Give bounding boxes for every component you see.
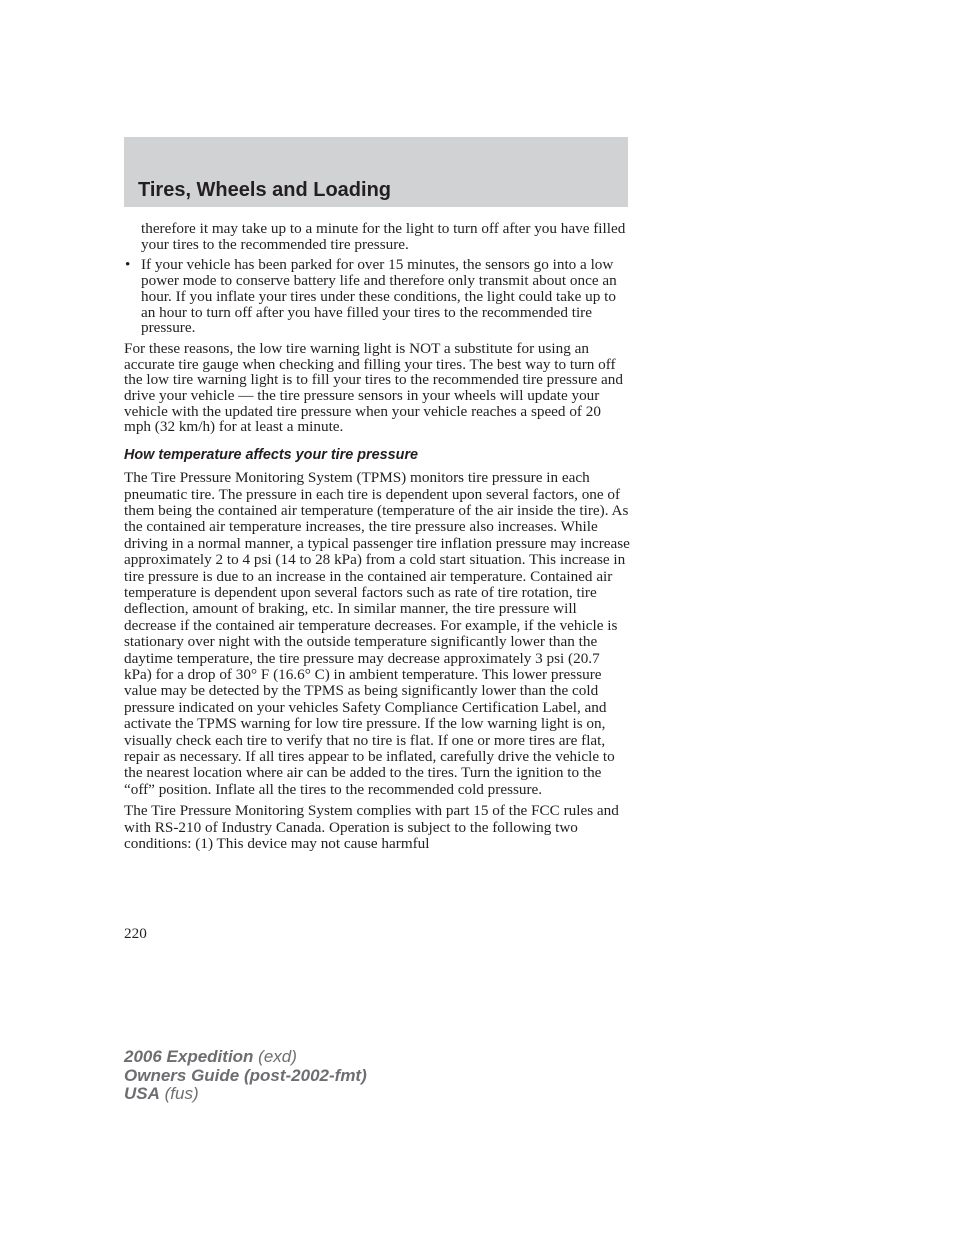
footer-line-1 (124, 1048, 367, 1067)
footer-guide: Owners Guide (post-2002-fmt) (124, 1065, 367, 1085)
footer-market: USA (124, 1084, 160, 1103)
document-footer (124, 1048, 367, 1104)
continued-bullet-text: therefore it may take up to a minute for the light to turn off after you have filled your tires to the recommended tire pressure. (141, 220, 626, 253)
page-number: 220 (124, 925, 147, 942)
footer-model: 2006 Expedition (124, 1047, 254, 1066)
section-title: Tires, Wheels and Loading (138, 179, 392, 201)
subheading: How temperature affects your tire pressure (124, 447, 419, 464)
page-content (124, 221, 630, 857)
paragraph-temperature: The Tire Pressure Monitoring System (TPMS) monitors tire pressure in each pneumatic tire. The pressure in each tire is dependent upon several factors, one of them being the contained air temperature (temperature of the air inside the tire). As the contained air temperature increases, the tire pressure also increases. While driving in a normal manner, a typical passenger tire inflation pressure may increase approximately 2 to 4 psi (14 to 28 kPa) from a cold start situation. This increase in tire pressure is due to an increase in the contained air temperature. Contained air temperature is dependent upon several factors such as rate of tire rotation, tire deflection, amount of braking, etc. In similar manner, the tire pressure will decrease if the contained air temperature decreases. For example, if the vehicle is stationary over night with the outside temperature significantly lower than the daytime temperature, the tire pressure may decrease approximately 3 psi (20.7 kPa) for a drop of 30° F (16.6° C) in ambient temperature. This lower pressure value may be detected by the TPMS as being significantly lower than the cold pressure indicated on your vehicles Safety Compliance Certification Label, and activate the TPMS warning for low tire pressure. If the low warning light is on, visually check each tire to verify that no tire is flat. If one or more tires are flat, repair as necessary. If all tires appear to be inflated, carefully drive the vehicle to the nearest location where air can be added to the tires. Turn the ignition to the “off” position. Inflate all the tires to the recommended cold pressure. (124, 469, 630, 798)
paragraph-reasons: For these reasons, the low tire warning light is NOT a substitute for using an accurate tire gauge when checking and filling your tires. The best way to turn off the low tire warning light is to fill your tires to the recommended tire pressure and drive your vehicle — the tire pressure sensors in your wheels will update your vehicle with the updated tire pressure when your vehicle reaches a speed of 20 mph (32 km/h) for at least a minute. (124, 339, 623, 436)
bullet-text: If your vehicle has been parked for over 15 minutes, the sensors go into a low power mode to conserve battery life and therefore only transmit about once an hour. If you inflate your tires under these conditions, the light could take up to an hour to turn off after you have filled your tires to the recommended tire pressure. (141, 256, 617, 337)
bullet-list (124, 257, 630, 336)
bullet-item (124, 257, 630, 336)
footer-line-3 (124, 1085, 367, 1104)
paragraph-fcc: The Tire Pressure Monitoring System complies with part 15 of the FCC rules and with RS-210 of Industry Canada. Operation is subject to the following two conditions: (1) This device may not cause harmful (124, 802, 619, 853)
section-header-band (124, 137, 628, 207)
bullet-glyph: • (125, 256, 131, 274)
footer-market-code: (fus) (159, 1084, 199, 1103)
footer-line-2 (124, 1067, 367, 1086)
footer-model-code: (exd) (253, 1047, 297, 1066)
